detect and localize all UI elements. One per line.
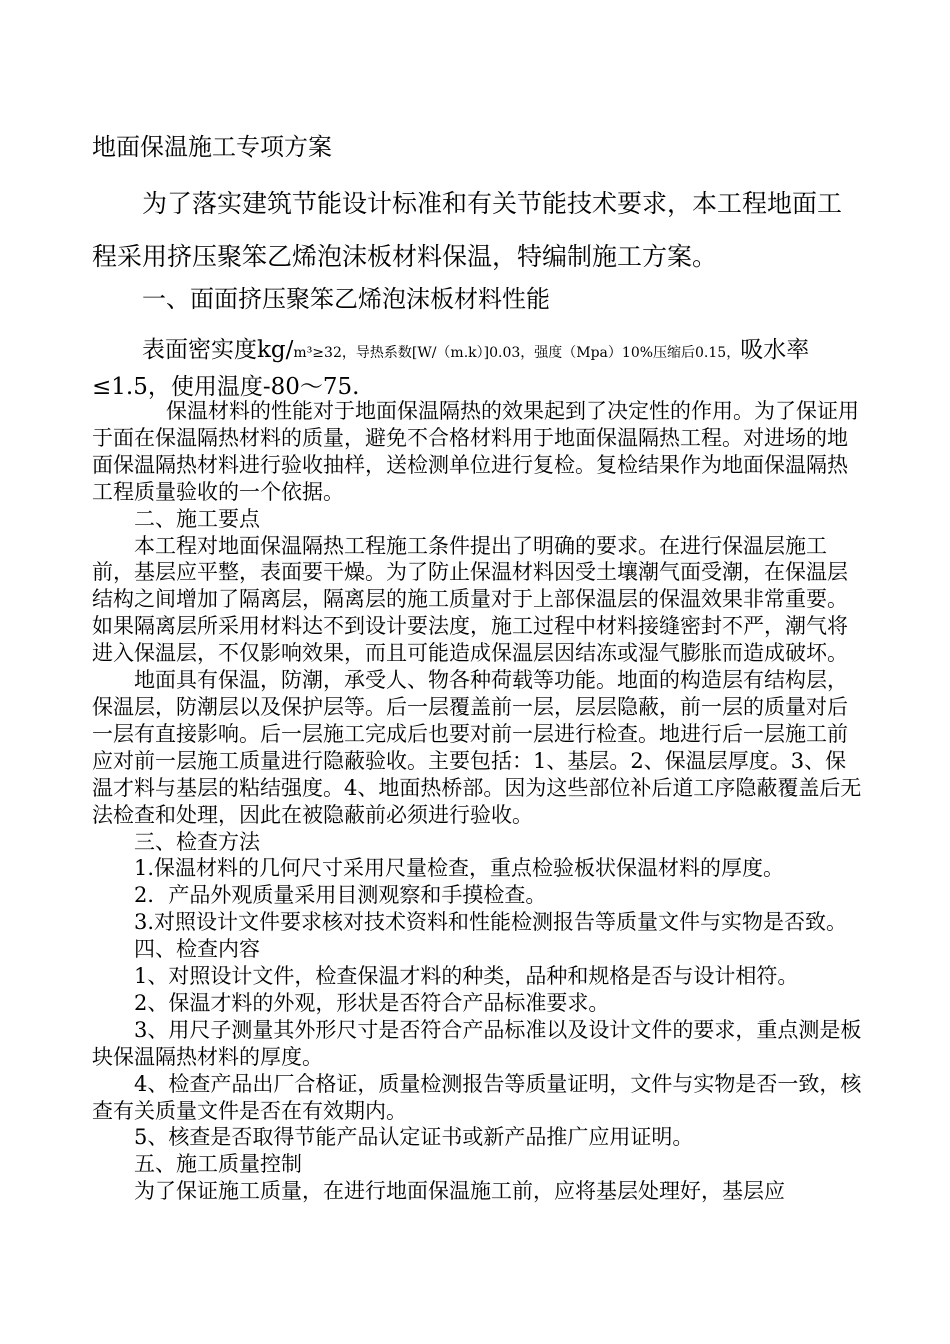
body-paragraph: 本工程对地面保温隔热工程施工条件提出了明确的要求。在进行保温层施工前，基层应平整，表面要干燥。为了防止保温材料因受土壤潮气面受潮，在保温层结构之间增加了隔离层，隔离层的施工质量对于上部保温层的保温效果非常重要。如果隔离层所采用材料达不到设计要法度，施工过程中材料接缝密封不严，潮气将进入保温层，不仅影响效果，而且可能造成保温层因结冻或湿气膨胀而造成破坏。 [92,533,848,666]
properties-tail: 吸水率≤1.5，使用温度-80～75. [92,337,810,400]
body-paragraph: 为了保证施工质量，在进行地面保温施工前，应将基层处理好，基层应 [134,1179,785,1204]
body-paragraph: 保温材料的性能对于地面保温隔热的效果起到了决定性的作用。为了保证用于面在保温隔热材料的质量，避免不合格材料用于地面保温隔热工程。对进场的地面保温隔热材料进行验收抽样，送检测单位进行复检。复检结果作为地面保温隔热工程质量验收的一个依据。 [92,399,859,504]
list-item: 2．产品外观质量采用目测观察和手摸检查。 [134,883,547,908]
list-item: 1.保温材料的几何尺寸采用尺量检查，重点检验板状保温材料的厚度。 [134,856,785,881]
properties-lead: 表面密实度kg/ [142,337,294,363]
list-item: 3、用尺子测量其外形尺寸是否符合产品标准以及设计文件的要求，重点测是板块保温隔热材料的厚度。 [92,1017,862,1069]
document-title: 地面保温施工专项方案 [92,133,332,161]
section-heading: 五、施工质量控制 [134,1152,302,1177]
body-paragraph: 地面具有保温，防潮，承受人、物各种荷载等功能。地面的构造层有结构层，保温层，防潮层以及保护层等。后一层覆盖前一层，层层隐蔽，前一层的质量对后一层有直接影响。后一层施工完成后也要对前一层进行检查。地进行后一层施工前应对前一层施工质量进行隐蔽验收。主要包括：1、基层。2、保温层厚度。3、保温才料与基层的粘结强度。4、地面热桥部。因为这些部位补后道工序隐蔽覆盖后无法检查和处理，因此在被隐蔽前必须进行验收。 [92,668,862,827]
list-item: 4、检查产品出厂合格证，质量检测报告等质量证明，文件与实物是否一致，核查有关质量文件是否在有效期内。 [92,1071,862,1123]
list-item: 2、保温才料的外观，形状是否符合产品标准要求。 [134,990,610,1015]
section-heading: 三、检查方法 [134,829,260,854]
document-body [92,398,862,1205]
section-heading: 二、施工要点 [134,506,260,531]
properties-specs: m³≥32，导热系数[W/（m.k）]0.03，强度（Mpa）10%压缩后0.15， [293,345,741,361]
list-item: 1、对照设计文件，检查保温才料的种类，品种和规格是否与设计相符。 [134,964,799,989]
list-item: 3.对照设计文件要求核对技术资料和性能检测报告等质量文件与实物是否致。 [134,910,848,935]
section-1-heading: 一、面面挤压聚笨乙烯泡沫板材料性能 [142,285,550,313]
section-heading: 四、检查内容 [134,937,260,962]
material-properties-paragraph [92,333,862,404]
intro-paragraph: 为了落实建筑节能设计标准和有关节能技术要求，本工程地面工程采用挤压聚笨乙烯泡沫板材料保温，特编制施工方案。 [92,189,843,271]
list-item: 5、核查是否取得节能产品认定证书或新产品推广应用证明。 [134,1125,694,1150]
